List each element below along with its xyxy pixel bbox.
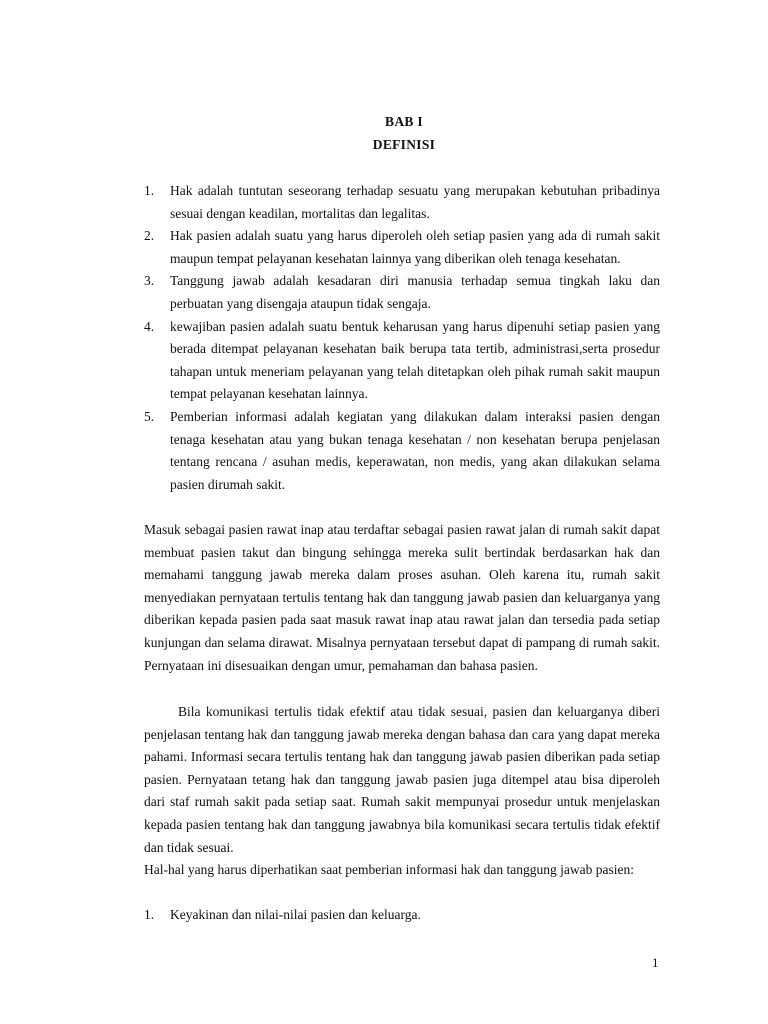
paragraph-intro: Masuk sebagai pasien rawat inap atau terdaftar sebagai pasien rawat jalan di rumah sakit dapat membuat pasien takut dan bingung sehingga mereka sulit bertindak berdasarkan hak dan memahami tanggung jawab mereka dalam proses asuhan. Oleh karena itu, rumah sakit menyediakan pernyataan tertulis tentang hak dan tanggung jawab pasien dan keluarganya yang diberikan kepada pasien pada saat masuk rawat inap atau rawat jalan dan tersedia pada setiap kunjungan dan selama dirawat. Misalnya pernyataan tersebut dapat di pampang di rumah sakit. Pernyataan ini disesuaikan dengan umur, pemahaman dan bahasa pasien. [144, 522, 660, 673]
list-number: 1. [144, 183, 155, 198]
section-title: DEFINISI [372, 137, 436, 152]
list-number: 4. [144, 318, 155, 334]
list-item [144, 180, 660, 225]
list-text: Tanggung jawab adalah kesadaran diri manusia terhadap semua tingkah laku dan perbuatan yang disengaja ataupun tidak sengaja. [170, 273, 660, 311]
list-text: Keyakinan dan nilai-nilai pasien dan keluarga. [170, 907, 421, 922]
list-text: Hak adalah tuntutan seseorang terhadap sesuatu yang merupakan kebutuhan pribadinya sesuai dengan keadilan, mortalitas dan legalitas. [170, 183, 660, 221]
list-number: 1. [144, 907, 155, 922]
list-item [144, 406, 660, 496]
paragraph-communication: Bila komunikasi tertulis tidak efektif atau tidak sesuai, pasien dan keluarganya diberi penjelasan tentang hak dan tanggung jawab mereka dengan bahasa dan cara yang dapat mereka pahami. Informasi secara tertulis tentang hak dan tanggung jawab pasien diberikan pada setiap pasien. Pernyataan tetang hak dan tanggung jawab pasien juga ditempel atau bisa diperoleh dari staf rumah sakit pada setiap saat. Rumah sakit mempunyai prosedur untuk menjelaskan kepada pasien tentang hak dan tanggung jawabnya bila komunikasi secara tertulis tidak efektif dan tidak sesuai. [144, 704, 660, 855]
list-item [144, 270, 660, 315]
list-number: 5. [144, 408, 155, 424]
list-text: kewajiban pasien adalah suatu bentuk keharusan yang harus dipenuhi setiap pasien yang berada ditempat pelayanan kesehatan baik berupa tata tertib, administrasi,serta prosedur tahapan untuk meneriam pelayanan yang telah ditetapkan oleh pihak rumah sakit maupun tempat pelayanan kesehatan lainnya. [170, 318, 660, 402]
list-item [144, 316, 660, 406]
list-text: Pemberian informasi adalah kegiatan yang dilakukan dalam interaksi pasien dengan tenaga kesehatan atau yang bukan tenaga kesehatan / non kesehatan berupa penjelasan tentang rencana / asuhan medis, keperawatan, non medis, yang akan dilakukan selama pasien dirumah sakit. [170, 408, 660, 492]
list-text: Hak pasien adalah suatu yang harus diperoleh oleh setiap pasien yang ada di rumah sakit maupun tempat pelayanan kesehatan lainnya yang diberikan oleh tenaga kesehatan. [170, 228, 660, 266]
definition-list [144, 180, 660, 496]
list-item [144, 225, 660, 270]
list-number: 2. [144, 228, 155, 244]
list-number: 3. [144, 273, 155, 289]
page-number: 1 [652, 955, 659, 970]
chapter-heading: BAB I [385, 114, 423, 129]
paragraph-considerations: Hal-hal yang harus diperhatikan saat pemberian informasi hak dan tanggung jawab pasien: [144, 862, 634, 877]
